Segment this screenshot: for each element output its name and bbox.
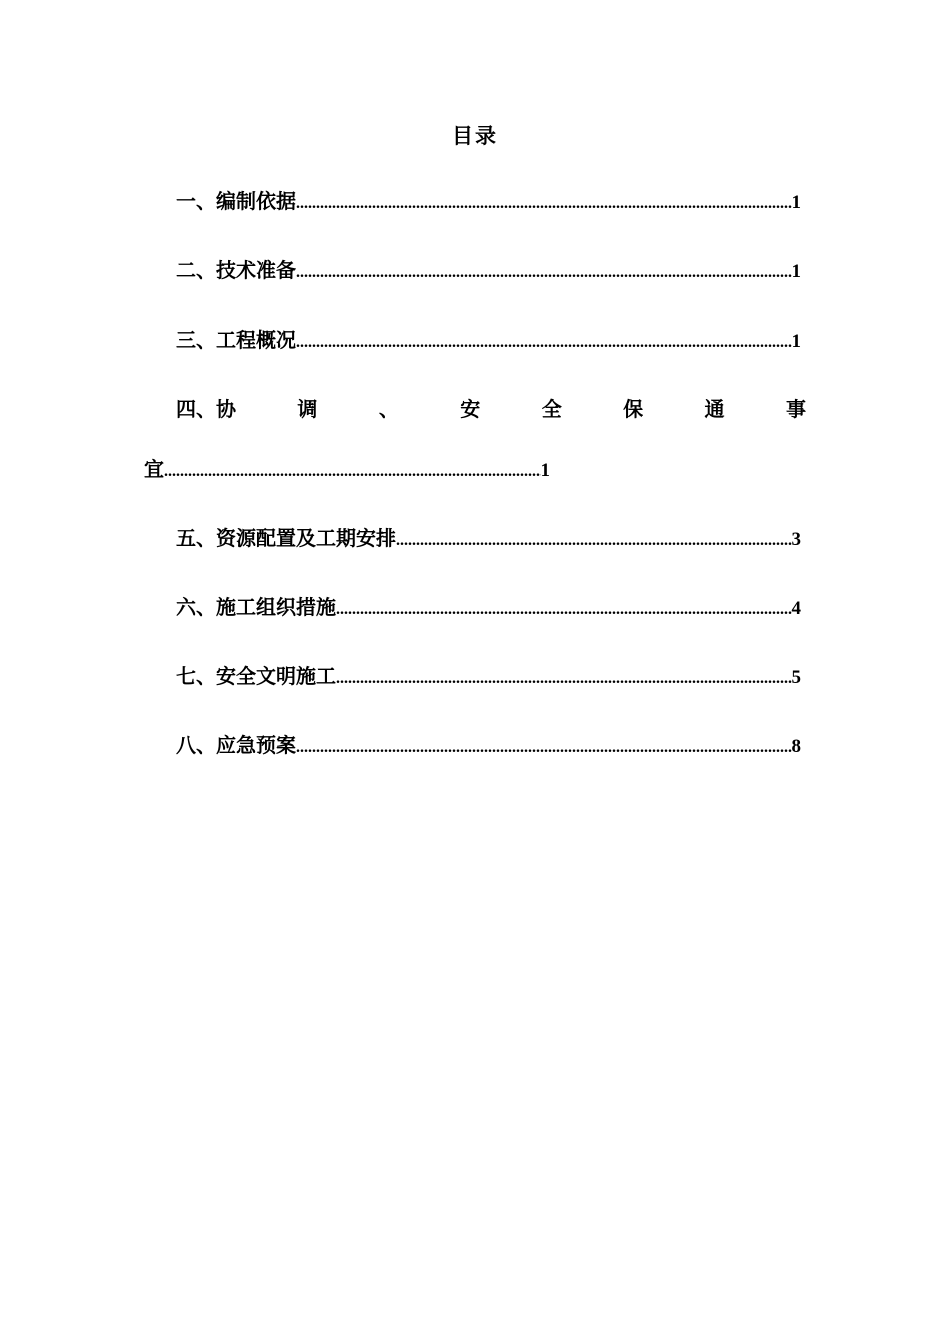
toc-entry-label-part: 保 — [623, 397, 644, 421]
toc-entry-4-line2[interactable] — [144, 454, 550, 484]
toc-entry-7[interactable] — [176, 661, 801, 691]
toc-entry-label-part: 事 — [785, 397, 806, 421]
toc-entry-label: 一、编制依据 — [176, 189, 296, 213]
toc-page-number: 3 — [791, 529, 801, 550]
toc-entry-label-part: 安 — [460, 397, 481, 421]
toc-entry-4-line1[interactable] — [176, 394, 806, 424]
toc-entry-label: 七、安全文明施工 — [176, 664, 336, 688]
toc-dot-leader — [296, 328, 792, 358]
toc-entry-1[interactable] — [176, 186, 801, 216]
toc-entry-2[interactable] — [176, 255, 801, 285]
toc-entry-label: 宜 — [144, 457, 164, 481]
toc-entry-6[interactable] — [176, 592, 801, 622]
toc-dot-leader — [336, 664, 792, 694]
toc-page-number: 8 — [791, 736, 801, 757]
toc-entry-label-part: 通 — [704, 397, 725, 421]
toc-page-number: 1 — [791, 331, 801, 352]
toc-dot-leader — [164, 457, 541, 487]
toc-dot-leader — [296, 258, 792, 288]
toc-page-number: 1 — [791, 192, 801, 213]
toc-entry-8[interactable] — [176, 730, 801, 760]
toc-page-number: 4 — [791, 598, 801, 619]
toc-entry-label: 五、资源配置及工期安排 — [176, 526, 396, 550]
toc-entry-label-part: 调 — [297, 397, 318, 421]
toc-entry-label: 八、应急预案 — [176, 733, 296, 757]
toc-entry-label: 六、施工组织措施 — [176, 595, 336, 619]
toc-title: 目录 — [452, 123, 498, 148]
toc-entry-3[interactable] — [176, 325, 801, 355]
toc-entry-label: 二、技术准备 — [176, 258, 296, 282]
toc-dot-leader — [336, 595, 792, 625]
toc-dot-leader — [296, 733, 792, 763]
toc-entry-label: 三、工程概况 — [176, 328, 296, 352]
toc-page-number: 1 — [791, 261, 801, 282]
toc-entry-label-part: 全 — [541, 397, 562, 421]
toc-page-number: 5 — [791, 667, 801, 688]
toc-dot-leader — [396, 526, 792, 556]
toc-entry-label-part: 、 — [378, 397, 399, 421]
toc-entry-label-part: 四、协 — [176, 397, 236, 421]
toc-entry-5[interactable] — [176, 523, 801, 553]
toc-dot-leader — [296, 189, 792, 219]
toc-page-number: 1 — [540, 460, 550, 481]
